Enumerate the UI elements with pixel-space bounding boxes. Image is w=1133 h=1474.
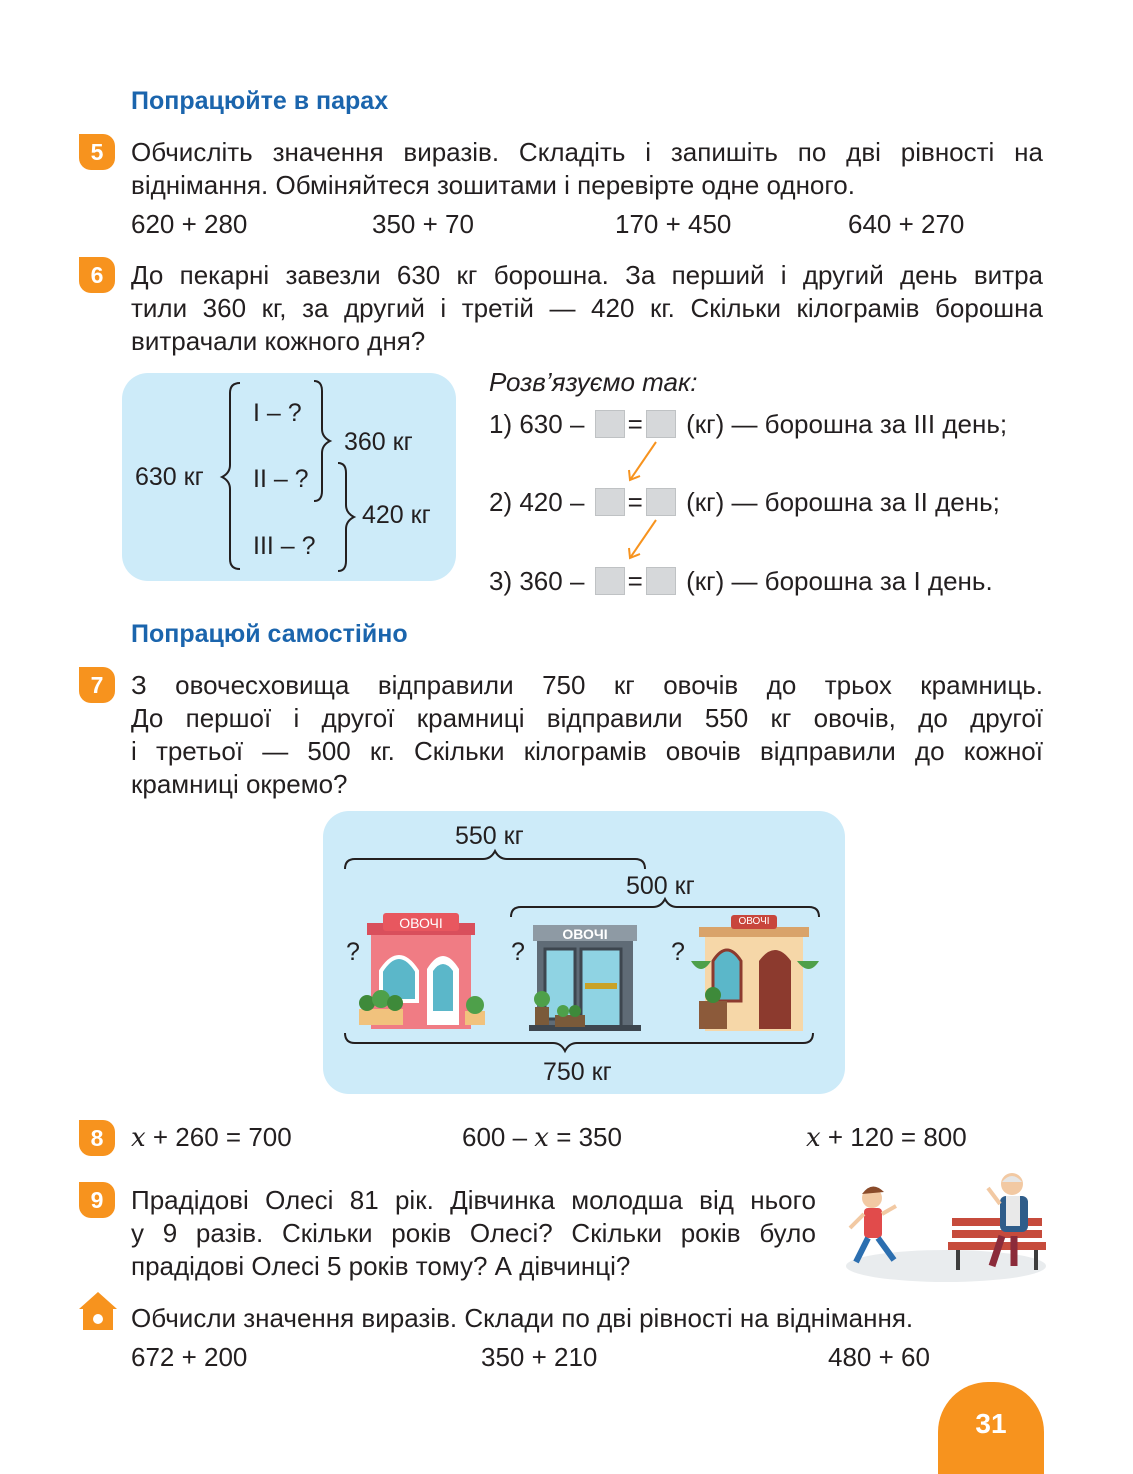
equation-2-prefix: 600 – — [462, 1122, 535, 1152]
equals-sign: = — [627, 566, 643, 596]
equals-sign: = — [627, 409, 643, 439]
solution-step-2 — [489, 487, 1000, 517]
shop-1-question: ? — [346, 938, 360, 966]
answer-box[interactable] — [595, 410, 625, 438]
answer-box[interactable] — [646, 567, 676, 595]
girl-and-grandfather-illustration — [842, 1166, 1048, 1284]
step-1-suffix: (кг) — борошна за III день; — [686, 409, 1008, 439]
equation-3-rest: + 120 = 800 — [820, 1122, 967, 1152]
task-8-badge: 8 — [79, 1120, 115, 1156]
task-9-line-1: Прадідові Олесі 81 рік. Дівчинка молодша від нього — [131, 1185, 816, 1215]
task-5-expression: 350 + 70 — [372, 209, 474, 239]
shop-1-sign: ОВОЧІ — [399, 915, 443, 931]
shop-beige-icon — [691, 915, 819, 1031]
task-5-line-2: віднімання. Обміняйтеся зошитами і перевірте одне одного. — [131, 170, 855, 200]
task-9-line-3: прадідові Олесі 5 років тому? А дівчинці? — [131, 1251, 631, 1281]
step-2-suffix: (кг) — борошна за II день; — [686, 487, 1000, 517]
homework-expression: 350 + 210 — [481, 1342, 598, 1372]
label-500-kg: 500 кг — [626, 872, 695, 900]
task-5-expression: 620 + 280 — [131, 209, 248, 239]
section-heading-pairs: Попрацюйте в парах — [131, 87, 389, 115]
task-6-line-2: тили 360 кг, за другий і третій — 420 кг. Скільки кілограмів борошна — [131, 293, 1043, 323]
sum-days-1-2-label: 360 кг — [344, 428, 413, 456]
solution-arrows — [610, 440, 670, 570]
task-5-expression: 640 + 270 — [848, 209, 965, 239]
step-2-prefix: 2) 420 – — [489, 487, 585, 517]
task-7-line-2: До першої і другої крамниці відправили 550 кг овочів, до другої — [131, 703, 1043, 733]
task-7-line-4: крамниці окремо? — [131, 769, 348, 799]
homework-text: Обчисли значення виразів. Склади по дві рівності на віднімання. — [131, 1303, 914, 1333]
task-9-badge: 9 — [79, 1182, 115, 1218]
flour-total-label: 630 кг — [135, 463, 204, 491]
sum-days-2-3-label: 420 кг — [362, 501, 431, 529]
task-7-line-1: З овочесховища відправили 750 кг овочів до трьох крамниць. — [131, 670, 1043, 700]
homework-expression: 672 + 200 — [131, 1342, 248, 1372]
shop-2-sign: ОВОЧІ — [562, 926, 608, 942]
day-2-label: II – ? — [253, 465, 309, 493]
equation-1-rest: + 260 = 700 — [145, 1122, 292, 1152]
equation-2 — [462, 1122, 622, 1153]
task-6-line-3: витрачали кожного дня? — [131, 326, 426, 356]
equation-1 — [131, 1122, 292, 1153]
variable-x: x — [534, 1123, 549, 1153]
day-1-label: I – ? — [253, 399, 302, 427]
label-550-kg: 550 кг — [455, 822, 524, 850]
label-750-kg: 750 кг — [543, 1058, 612, 1086]
equals-sign: = — [627, 487, 643, 517]
shop-2-question: ? — [511, 938, 525, 966]
task-7-line-3: і третьої — 500 кг. Скільки кілограмів овочів відправили до кожної — [131, 736, 1043, 766]
page-number: 31 — [938, 1382, 1044, 1474]
solution-step-3 — [489, 566, 993, 596]
step-3-prefix: 3) 360 – — [489, 566, 585, 596]
task-6-line-1: До пекарні завезли 630 кг борошна. За перший і другий день витра — [131, 260, 1043, 290]
task-9-line-2: у 9 разів. Скільки років Олесі? Скільки років було — [131, 1218, 816, 1248]
shop-3-sign: ОВОЧІ — [738, 916, 770, 927]
step-1-prefix: 1) 630 – — [489, 409, 585, 439]
house-icon — [77, 1290, 119, 1332]
task-5-line-1: Обчисліть значення виразів. Складіть і запишіть по дві рівності на — [131, 137, 1043, 167]
task-5-badge: 5 — [79, 134, 115, 170]
homework-expression: 480 + 60 — [828, 1342, 930, 1372]
shops-diagram-art — [323, 811, 845, 1094]
task-5-expression: 170 + 450 — [615, 209, 732, 239]
answer-box[interactable] — [595, 567, 625, 595]
answer-box[interactable] — [646, 410, 676, 438]
variable-x: x — [806, 1123, 821, 1153]
day-3-label: III – ? — [253, 532, 316, 560]
equation-2-rest: = 350 — [548, 1122, 622, 1152]
task-7-badge: 7 — [79, 667, 115, 703]
step-3-suffix: (кг) — борошна за I день. — [686, 566, 993, 596]
equation-3 — [806, 1122, 967, 1153]
shop-3-question: ? — [671, 938, 685, 966]
variable-x: x — [131, 1123, 146, 1153]
solution-title: Розв’язуємо так: — [489, 367, 698, 397]
solution-step-1 — [489, 409, 1007, 439]
section-heading-solo: Попрацюй самостійно — [131, 620, 408, 648]
task-6-badge: 6 — [79, 257, 115, 293]
